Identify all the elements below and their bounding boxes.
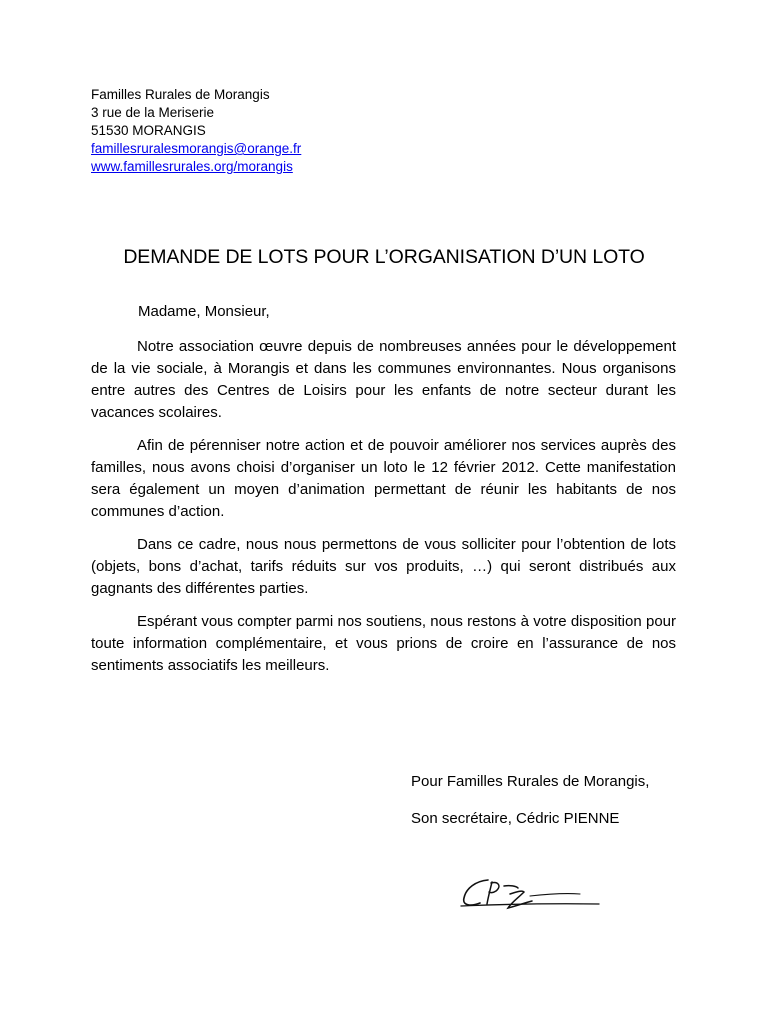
closing-signatory: Son secrétaire, Cédric PIENNE (411, 810, 620, 827)
letter-body (91, 336, 676, 688)
sender-name: Familles Rurales de Morangis (91, 87, 270, 102)
body-paragraph-4: Espérant vous compter parmi nos soutiens, nous restons à votre disposition pour toute information complémentaire, et vous prions de croire en l’assurance de nos sentiments associatifs les meilleurs. (91, 613, 676, 674)
closing-block (411, 773, 649, 847)
sender-street: 3 rue de la Meriserie (91, 105, 215, 120)
sender-email-link[interactable]: famillesruralesmorangis@orange.fr (91, 141, 302, 156)
body-paragraph-3: Dans ce cadre, nous nous permettons de vous solliciter pour l’obtention de lots (objets, bons d’achat, tarifs réduits sur vos produits, …) qui seront distribués aux gagnants des différentes parties. (91, 536, 676, 597)
salutation: Madame, Monsieur, (138, 303, 270, 320)
sender-address-block (91, 86, 301, 176)
letter-title: DEMANDE DE LOTS POUR L’ORGANISATION D’UN LOTO (123, 246, 645, 268)
sender-website-link[interactable]: www.famillesrurales.org/morangis (91, 159, 293, 174)
handwritten-signature (458, 872, 603, 917)
closing-on-behalf: Pour Familles Rurales de Morangis, (411, 773, 650, 790)
body-paragraph-2: Afin de pérenniser notre action et de pouvoir améliorer nos services auprès des familles, nous avons choisi d’organiser un loto le 12 février 2012. Cette manifestation sera également un moyen d’animation permettant de réunir les habitants de nos communes d’action. (91, 437, 676, 520)
sender-postal-city: 51530 MORANGIS (91, 123, 206, 138)
body-paragraph-1: Notre association œuvre depuis de nombreuses années pour le développement de la vie sociale, à Morangis et dans les communes environnantes. Nous organisons entre autres des Centres de Loisirs pour les enfants de notre secteur durant les vacances scolaires. (91, 338, 676, 421)
